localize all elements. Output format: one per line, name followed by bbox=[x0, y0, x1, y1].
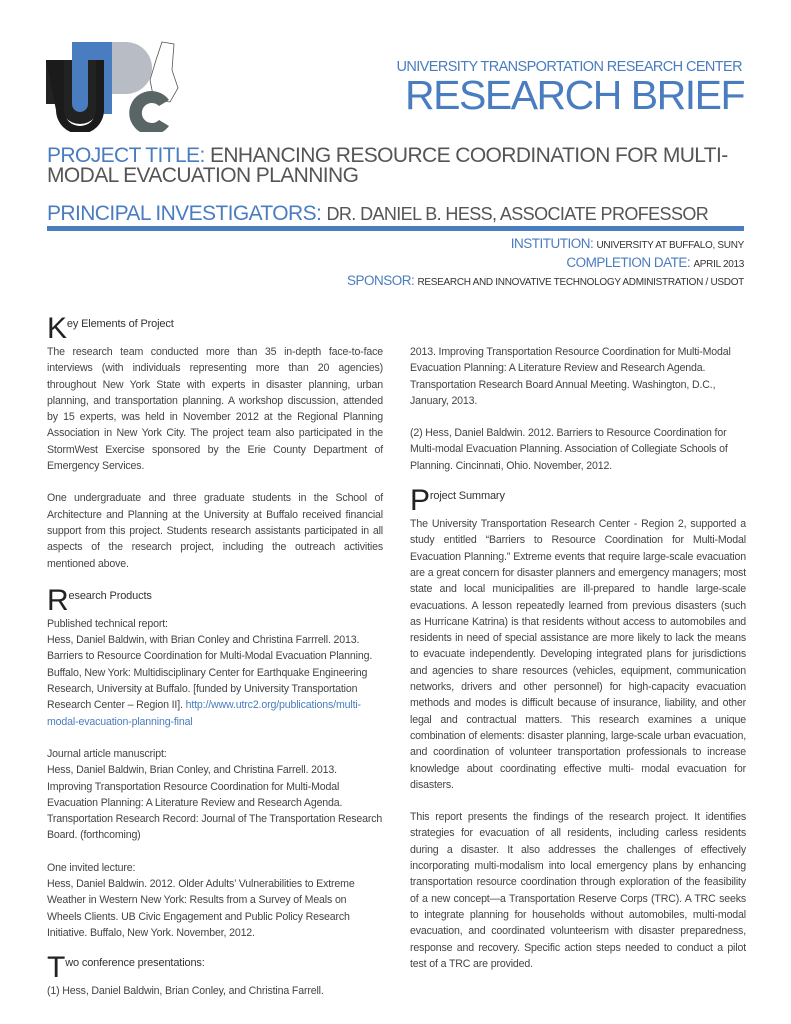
right-column bbox=[410, 344, 746, 972]
tech-report-link[interactable]: http://www.utrc2.org/publications/multi-modal-evacuation-planning-final bbox=[47, 699, 361, 728]
document-type-title: RESEARCH BRIEF bbox=[405, 72, 744, 118]
heading-text: wo conference presentations: bbox=[65, 957, 205, 970]
research-products-heading bbox=[47, 583, 383, 617]
header-divider bbox=[47, 226, 744, 231]
left-column bbox=[47, 314, 383, 1000]
pi-value: DR. DANIEL B. HESS, ASSOCIATE PROFESSOR bbox=[326, 204, 709, 224]
key-elements-heading bbox=[47, 314, 383, 344]
journal-citation: Hess, Daniel Baldwin, Brian Conley, and Christina Farrell. 2013. Improving Transportation Resource Coordination for Multi-Modal Evacuation Planning: A Literature Review and Research Agenda. Transportation Research Record: Journal of The Transportation Research Board. (forthcoming) bbox=[47, 764, 383, 842]
tech-report-label: Published technical report: bbox=[47, 617, 168, 630]
tech-report-text: Hess, Daniel Baldwin, with Brian Conley and Christina Farrrell. 2013. Barriers to Resource Coordination for Multi-Modal Evacuation Planning. Buffalo, New York: Multidisciplinary Center for Earthquake Engineering Research, University at Buffalo. [funded by University Transportation Research Center – Region II]. bbox=[47, 634, 373, 712]
summary-paragraph-1: The University Transportation Research Center - Region 2, supported a study entitled “Barriers to Resource Coordination for Multi-Modal Evacuation Planning.” Extreme events that require large-scale evacuation are a great concern for disaster planners and emergency managers; most state and local municipalities are ill-prepared to handle large-scale evacuations. A lesson repeatedly learned from previous disasters (such as Hurricane Katrina) is that residents without access to automobiles and residents in need of special assistance are more likely to lack the means to evacuate independently. Developing integrated plans for jurisdictions and agencies to share resources (vehicles, equipment, communication networks, drivers and other personnel) for high-capacity evacuation methods and modes is difficult because of insurance, liability, and other legal and contractual matters. This research examines a unique combination of elements: disaster planning, large-scale urban evacuation, and coordination of volunteer transportation professionals to increase knowledge about coordinating effective multi- modal evacuation for disasters. bbox=[410, 518, 746, 791]
heading-text: esearch Products bbox=[68, 589, 152, 602]
sponsor-value: RESEARCH AND INNOVATIVE TECHNOLOGY ADMINISTRATION / USDOT bbox=[417, 277, 744, 288]
conferences-heading bbox=[47, 953, 383, 983]
tech-report-citation bbox=[47, 632, 383, 730]
project-title bbox=[47, 146, 747, 186]
conference-1-start: (1) Hess, Daniel Baldwin, Brian Conley, and Christina Farrell. bbox=[47, 985, 324, 998]
heading-text: roject Summary bbox=[429, 490, 505, 503]
lecture-label: One invited lecture: bbox=[47, 861, 136, 874]
sponsor bbox=[347, 273, 744, 288]
conference-2: (2) Hess, Daniel Baldwin. 2012. Barriers to Resource Coordination for Multi-modal Evacuation Planning. Association of Collegiate Schools of Planning. Cincinnati, Ohio. November, 2012. bbox=[410, 427, 728, 472]
summary-paragraph-2: This report presents the findings of the research project. It identifies strategies for evacuation of all residents, including carless residents during a disaster. It also addresses the challenges of effectively incorporating multi-modalism into local emergency plans by enhancing transportation resource coordination through exploration of the feasibility of a new concept—a Transportation Reserve Corps (TRC). A TRC seeks to integrate planning for households without automobiles, multi-modal evacuation, and coordinated volunteerism with disaster preparedness, response and recovery. Specific action steps needed to conduct a pilot test of a TRC are provided. bbox=[410, 811, 746, 970]
completion-value: APRIL 2013 bbox=[693, 259, 744, 270]
project-title-label: PROJECT TITLE: bbox=[47, 144, 205, 167]
center-name: UNIVERSITY TRANSPORTATION RESEARCH CENTER bbox=[396, 59, 742, 75]
pi-label: PRINCIPAL INVESTIGATORS: bbox=[47, 202, 322, 225]
lecture-citation: Hess, Daniel Baldwin. 2012. Older Adults’ Vulnerabilities to Extreme Weather in Western New York: Results from a Survey of Meals on Wheels Clients. UB Civic Engagement and Public Policy Research Initiative. Buffalo, New York. November, 2012. bbox=[47, 878, 355, 939]
drop-cap: K bbox=[47, 312, 67, 345]
journal-label: Journal article manuscript: bbox=[47, 747, 167, 760]
completion-label: COMPLETION DATE: bbox=[566, 255, 691, 270]
project-summary-heading bbox=[410, 486, 746, 516]
principal-investigators bbox=[47, 202, 708, 226]
institution bbox=[511, 236, 744, 251]
completion-date bbox=[566, 255, 744, 270]
utrc-logo bbox=[44, 40, 204, 132]
heading-text: ey Elements of Project bbox=[66, 318, 174, 330]
project-title-value: ENHANCING RESOURCE COORDINATION FOR MULTI-MODAL EVACUATION PLANNING bbox=[47, 144, 728, 187]
institution-label: INSTITUTION: bbox=[510, 236, 594, 251]
institution-value: UNIVERSITY AT BUFFALO, SUNY bbox=[596, 240, 744, 251]
sponsor-label: SPONSOR: bbox=[346, 273, 415, 288]
key-elements-paragraph-1: The research team conducted more than 35 in-depth face-to-face interviews (with individuals representing more than 20 agencies) throughout New York State with experts in disaster planning, urban planning, and transportation planning. A workshop discussion, attended by 15 experts, was held in November 2012 at the Regional Planning Association in New York City. The project team also participated in the StormWest Exercise sponsored by the Erie County Department of Emergency Services. bbox=[47, 346, 383, 473]
drop-cap: P bbox=[410, 484, 430, 518]
drop-cap: T bbox=[47, 951, 66, 985]
conference-1-continued: 2013. Improving Transportation Resource Coordination for Multi-Modal Evacuation Planning: A Literature Review and Research Agenda. Transportation Research Board Annual Meeting. Washington, D.C., January, 2013. bbox=[410, 346, 731, 407]
drop-cap: R bbox=[47, 583, 69, 617]
key-elements-paragraph-2: One undergraduate and three graduate students in the School of Architecture and Planning at the University at Buffalo received financial support from this project. Students research assistants participated in all aspects of the research project, including the outreach activities mentioned above. bbox=[47, 492, 383, 570]
